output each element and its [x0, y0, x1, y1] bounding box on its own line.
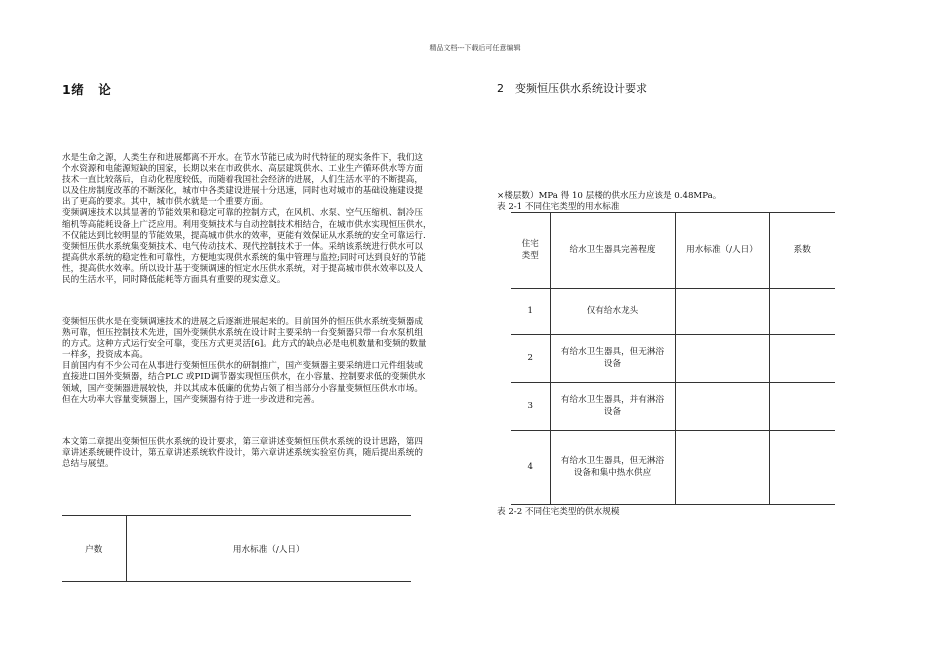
chapter-2-heading [497, 80, 647, 96]
cell-text: 有给水卫生器具，并有淋浴 设备 [560, 395, 665, 417]
chapter-1-title-b: 论 [98, 82, 112, 97]
cell-text: 2 [527, 352, 533, 363]
table-cell [550, 383, 675, 431]
text-line: 领域，国产变频器进展较快，并以其成本低廉的优势占领了相当部分小容量变频恒压供水市场。 [62, 383, 423, 394]
chapter-2-number: 2 [497, 82, 504, 95]
text-line: 提高供水系统的稳定性和可靠性，方便地实现供水系统的集中管理与监控;同时可达到良好的节能 [62, 252, 426, 263]
text-line: 变频恒压供水系统集变频技术、电气传动技术、现代控制技术于一体。采纳该系统进行供水可以 [62, 241, 423, 252]
table-row [511, 431, 835, 505]
header-text: 用水标准（/人日） [686, 244, 758, 255]
table-cell [769, 289, 835, 335]
text-line: 变频恒压供水是在变频调速技术的进展之后逐渐进展起来的。目前国外的恒压供水系统变频器成 [62, 317, 423, 327]
text-line: 但在大功率大容量变频器上，国产变频器有待于进一步改进和完善。 [62, 394, 320, 405]
table-cell [511, 431, 550, 505]
table-cell [550, 335, 675, 383]
text-line: 技术一直比较落后，自动化程度较低，而随着我国社会经济的进展，人们生活水平的不断提高， [62, 175, 423, 186]
paragraph-3 [62, 437, 462, 470]
table-cell [769, 383, 835, 431]
cell-text: 有给水卫生器具，但无淋浴 设备 [560, 347, 665, 369]
table-header [126, 516, 411, 582]
header-text: 系数 [793, 244, 811, 255]
header-note: 精品文档---下载后可任意编辑 [429, 44, 521, 52]
table-cell [769, 335, 835, 383]
table-header [675, 213, 769, 289]
table-cell [675, 431, 769, 505]
cell-text: 仅有给水龙头 [586, 305, 639, 316]
text-line: 出了更高的要求。其中，城市供水就是一个重要方面。 [62, 197, 269, 208]
table-cell [769, 431, 835, 505]
text-line: 的方式。这种方式运行安全可靠，变压方式更灵活[6]。此方式的缺点必是电机数量和变频的数量 [62, 339, 427, 350]
table-2-caption: 表 2-2 不同住宅类型的供水规模 [497, 507, 620, 517]
table-cell [675, 289, 769, 335]
table-row [511, 335, 835, 383]
table-1-caption: 表 2-1 不同住宅类型的用水标准 [497, 202, 620, 212]
header-text: 用水标准（/人日） [232, 544, 305, 555]
table-row [511, 289, 835, 335]
header-text: 给水卫生器具完善程度 [569, 244, 656, 255]
paragraph-1 [62, 153, 462, 286]
table-cell [511, 335, 550, 383]
table-header [550, 213, 675, 289]
chapter-1-title-a: 绪 [71, 82, 85, 97]
header-text: 户数 [85, 544, 103, 555]
cell-text: 有给水卫生器具，但无淋浴 设备和集中热水供应 [560, 456, 665, 478]
text-line: 本文第二章提出变频恒压供水系统的设计要求，第三章讲述变频恒压供水系统的设计思路，第四 [62, 437, 423, 447]
text-line: 不仅能达到比较明显的节能效果，提高城市供水的效率，更能有效保证从水系统的安全可靠运行. [62, 230, 426, 241]
table-cell [675, 383, 769, 431]
text-line: 水是生命之源，人类生存和进展都离不开水。在节水节能已成为时代特征的现实条件下，我们这 [62, 153, 423, 163]
cell-text: 3 [527, 400, 533, 411]
text-line: 熟可靠，恒压控制技术先进，国外变频供水系统在设计时主要采纳一台变频器只带一台水泵机组 [62, 328, 423, 339]
text-line: 一样多，投资成本高。 [62, 350, 148, 361]
text-line: 以及住房制度改革的不断深化，城市中各类建设进展十分迅速，同时也对城市的基础设施建设提 [62, 186, 423, 197]
pressure-note: ×楼层数）MPa 得 10 层楼的供水压力应该是 0.48MPa。 [497, 191, 722, 201]
chapter-1-heading [62, 80, 111, 98]
table-cell [511, 383, 550, 431]
cell-text: 1 [527, 305, 533, 316]
table-1 [511, 212, 835, 505]
paragraph-2 [62, 317, 462, 406]
table-header [62, 516, 126, 582]
table-1-header-row [511, 213, 835, 289]
text-line: 性，提高供水效率。所以设计基于变频调速的恒定水压供水系统，对于提高城市供水效率以及人 [62, 263, 423, 274]
table-row [511, 383, 835, 431]
text-line: 变频调速技术以其显著的节能效果和稳定可靠的控制方式，在风机、水泵、空气压缩机、制冷压 [62, 208, 423, 219]
table-2 [62, 515, 411, 582]
text-line: 目前国内有不少公司在从事进行变频恒压供水的研制推广，国产变频器主要采纳进口元件组装或 [62, 361, 423, 372]
table-cell [675, 335, 769, 383]
table-header [511, 213, 550, 289]
cell-text: 4 [527, 461, 533, 472]
header-text: 住宅 类型 [521, 239, 539, 261]
table-cell [550, 431, 675, 505]
text-line: 章讲述系统硬件设计，第五章讲述系统软件设计，第六章讲述系统实验室仿真，随后提出系统的 [62, 448, 423, 459]
text-line: 直接进口国外变频器，结合PLC 或PID调节器实现恒压供水，在小容量、控制要求低的变频供水 [62, 372, 426, 383]
table-cell [550, 289, 675, 335]
table-header [769, 213, 835, 289]
text-line: 缩机等高能耗设备上广泛应用。利用变频技术与自动控制技术相结合，在城市供水实现恒压供水， [62, 219, 432, 230]
table-cell [511, 289, 550, 335]
text-line: 个水资源和电能源短缺的国家，长期以来在市政供水、高层建筑供水、工业生产循环供水等方面 [62, 164, 423, 175]
table-2-header-row [62, 516, 411, 582]
text-line: 民的生活水平，同时降低能耗等方面具有重要的现实意义。 [62, 275, 286, 286]
text-line: 总结与展望。 [62, 459, 114, 470]
chapter-1-number: 1 [62, 82, 72, 97]
chapter-2-title: 变频恒压供水系统设计要求 [515, 82, 647, 95]
